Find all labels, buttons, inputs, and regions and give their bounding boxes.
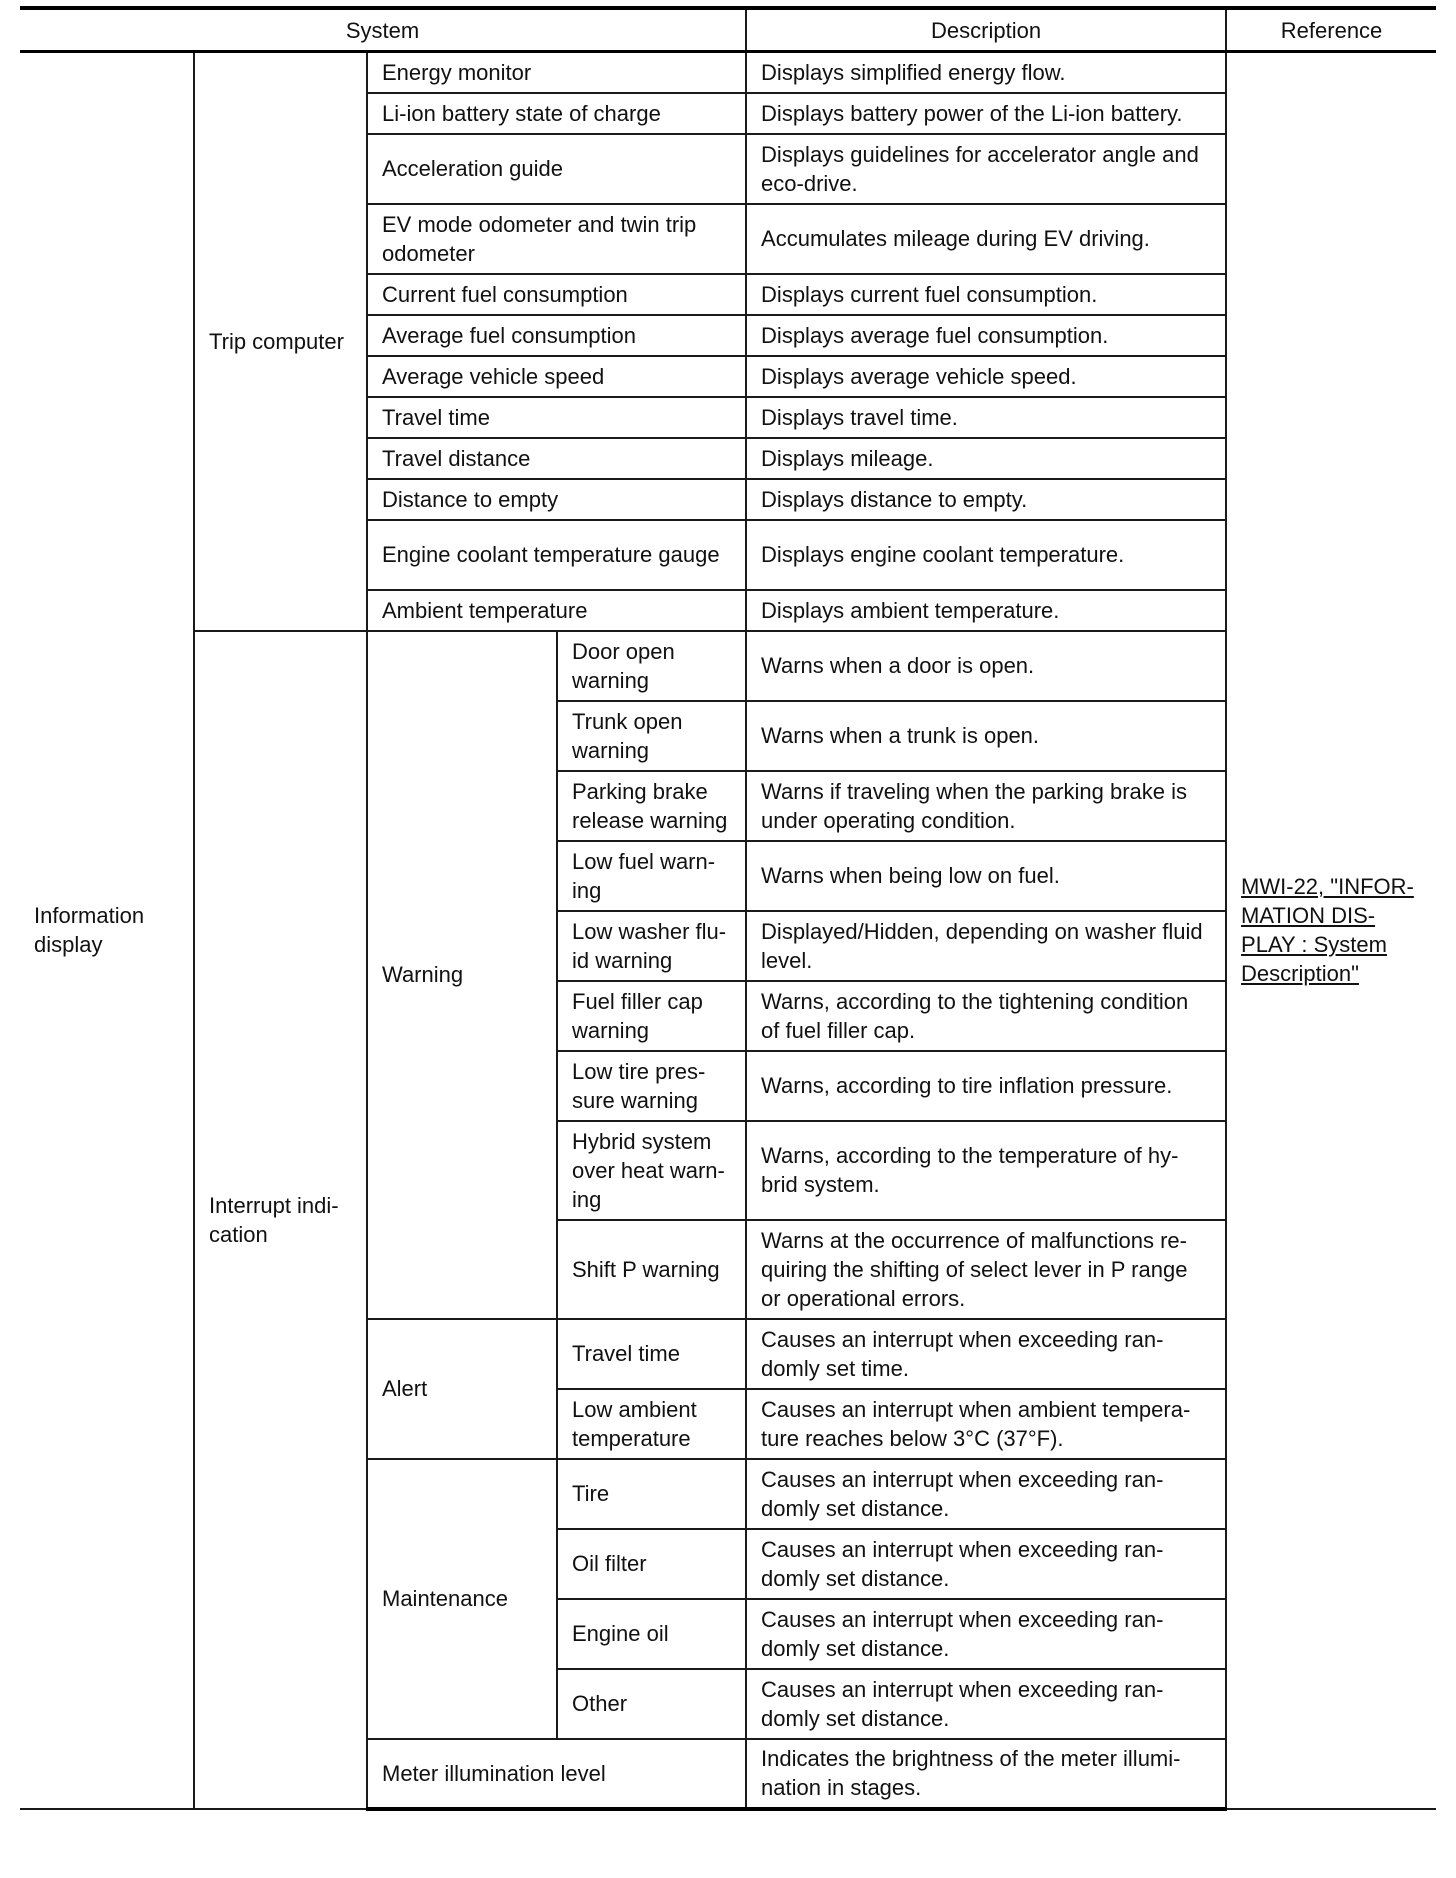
description-cell: Indicates the brightness of the meter illumi-nation in stages.	[746, 1739, 1226, 1809]
system-item: Trunk open warning	[557, 701, 746, 771]
description-cell: Displays average vehicle speed.	[746, 356, 1226, 397]
system-item: Low tire pres-sure warning	[557, 1051, 746, 1121]
description-cell: Displays engine coolant temperature.	[746, 520, 1226, 590]
system-item: Low fuel warn-ing	[557, 841, 746, 911]
description-cell: Warns, according to tire inflation pressure.	[746, 1051, 1226, 1121]
system-item: Travel distance	[367, 438, 746, 479]
description-cell: Causes an interrupt when exceeding ran-domly set distance.	[746, 1459, 1226, 1529]
description-cell: Displays battery power of the Li-ion battery.	[746, 93, 1226, 134]
warning-group-cell: Warning	[367, 631, 557, 1319]
system-item: Other	[557, 1669, 746, 1739]
description-cell: Displays ambient temperature.	[746, 590, 1226, 631]
system-item: Travel time	[557, 1319, 746, 1389]
system-item: Parking brake release warning	[557, 771, 746, 841]
description-cell: Displays average fuel consumption.	[746, 315, 1226, 356]
description-cell: Warns if traveling when the parking brake is under operating condition.	[746, 771, 1226, 841]
description-cell: Warns when being low on fuel.	[746, 841, 1226, 911]
description-column-header: Description	[746, 8, 1226, 52]
description-cell: Displays travel time.	[746, 397, 1226, 438]
system-item: Low washer flu-id warning	[557, 911, 746, 981]
table-header-row	[20, 8, 1436, 52]
system-item: Ambient temperature	[367, 590, 746, 631]
alert-group-cell: Alert	[367, 1319, 557, 1459]
description-cell: Displays guidelines for accelerator angle and eco-drive.	[746, 134, 1226, 204]
table-row	[20, 631, 1436, 701]
description-cell: Displays distance to empty.	[746, 479, 1226, 520]
reference-column-header: Reference	[1226, 8, 1436, 52]
description-cell: Causes an interrupt when exceeding ran-domly set distance.	[746, 1599, 1226, 1669]
description-cell: Warns when a trunk is open.	[746, 701, 1226, 771]
system-item: Distance to empty	[367, 479, 746, 520]
information-display-cell: Information display	[20, 52, 194, 1809]
system-item: Shift P warning	[557, 1220, 746, 1319]
description-cell: Displays mileage.	[746, 438, 1226, 479]
description-cell: Warns when a door is open.	[746, 631, 1226, 701]
system-item: Average fuel consumption	[367, 315, 746, 356]
description-cell: Causes an interrupt when ambient tempera-ture reaches below 3°C (37°F).	[746, 1389, 1226, 1459]
system-item: Engine coolant temperature gauge	[367, 520, 746, 590]
system-description-page	[20, 6, 1436, 1811]
description-cell: Displayed/Hidden, depending on washer fluid level.	[746, 911, 1226, 981]
description-cell: Causes an interrupt when exceeding ran-domly set distance.	[746, 1669, 1226, 1739]
system-column-header: System	[20, 8, 746, 52]
description-cell: Warns, according to the tightening condition of fuel filler cap.	[746, 981, 1226, 1051]
system-item: Average vehicle speed	[367, 356, 746, 397]
system-item: Energy monitor	[367, 52, 746, 93]
system-item: Low ambient temperature	[557, 1389, 746, 1459]
description-cell: Displays current fuel consumption.	[746, 274, 1226, 315]
system-item: Hybrid system over heat warn-ing	[557, 1121, 746, 1220]
system-item: Travel time	[367, 397, 746, 438]
trip-computer-cell: Trip computer	[194, 52, 367, 631]
description-cell: Displays simplified energy flow.	[746, 52, 1226, 93]
system-item: Tire	[557, 1459, 746, 1529]
description-cell: Accumulates mileage during EV driving.	[746, 204, 1226, 274]
reference-link[interactable]: MWI-22, "INFOR-MATION DIS-PLAY : System Description"	[1241, 874, 1414, 987]
maintenance-group-cell: Maintenance	[367, 1459, 557, 1739]
system-item: Acceleration guide	[367, 134, 746, 204]
system-item: EV mode odometer and twin trip odometer	[367, 204, 746, 274]
reference-cell	[1226, 52, 1436, 1809]
system-item: Door open warning	[557, 631, 746, 701]
system-item: Engine oil	[557, 1599, 746, 1669]
table-row	[20, 52, 1436, 93]
system-item: Current fuel consumption	[367, 274, 746, 315]
description-cell: Causes an interrupt when exceeding ran-domly set time.	[746, 1319, 1226, 1389]
system-item: Li-ion battery state of charge	[367, 93, 746, 134]
description-cell: Causes an interrupt when exceeding ran-domly set distance.	[746, 1529, 1226, 1599]
description-cell: Warns, according to the temperature of hy-brid system.	[746, 1121, 1226, 1220]
system-item: Oil filter	[557, 1529, 746, 1599]
system-item: Meter illumination level	[367, 1739, 746, 1809]
system-item: Fuel filler cap warning	[557, 981, 746, 1051]
description-cell: Warns at the occurrence of malfunctions re-quiring the shifting of select lever in P range or operational errors.	[746, 1220, 1226, 1319]
system-description-table	[20, 6, 1436, 1811]
interrupt-indication-cell: Interrupt indi-cation	[194, 631, 367, 1809]
